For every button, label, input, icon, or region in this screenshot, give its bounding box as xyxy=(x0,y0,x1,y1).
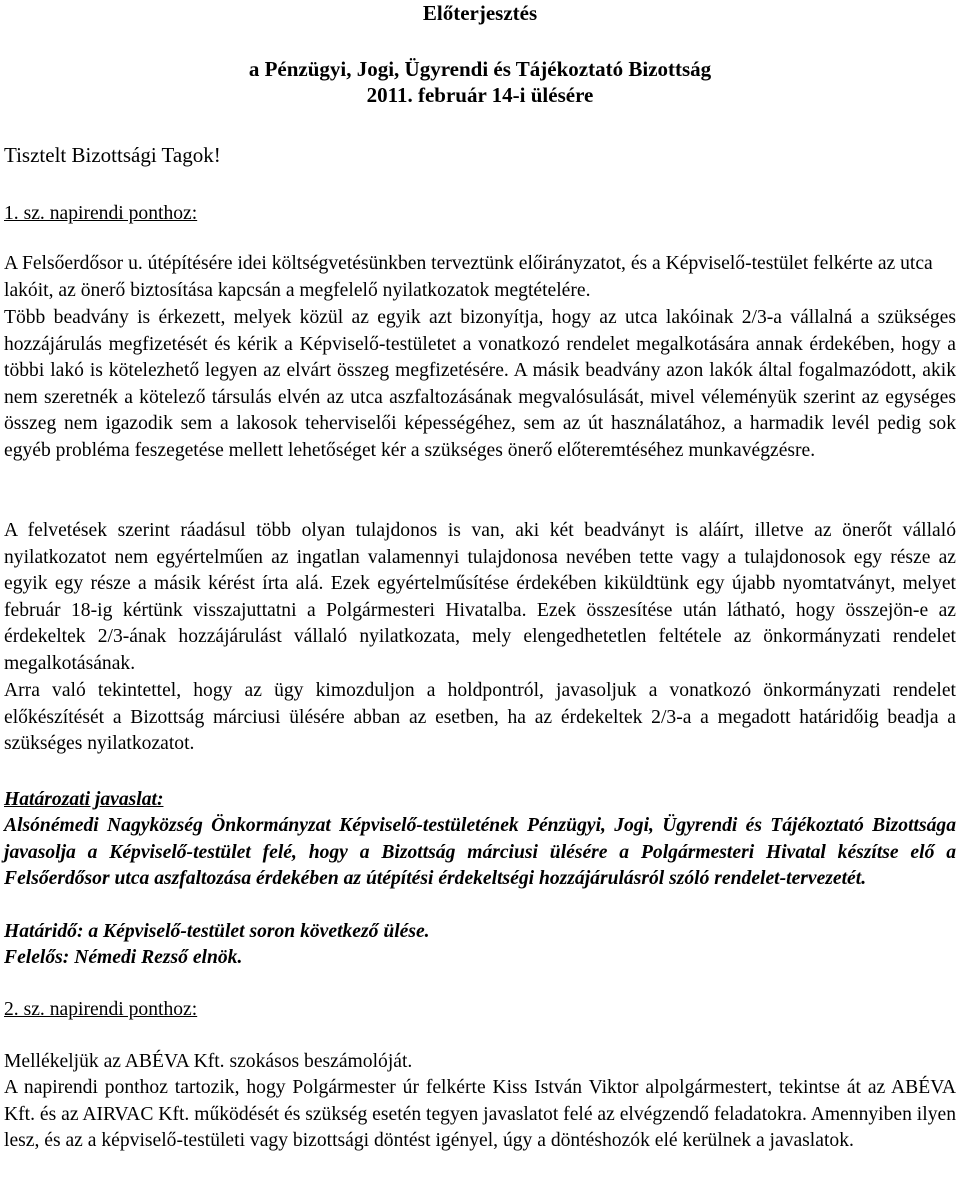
item2-intro: Mellékeljük az ABÉVA Kft. szokásos beszámolóját. xyxy=(4,1051,413,1072)
item1-paragraph-4: Arra való tekintettel, hogy az ügy kimozduljon a holdpontról, javasoljuk a vonatkozó önkormányzati rendelet előkészítését a Bizottság márciusi ülésére abban az esetben, ha az érdekeltek 2/3-a a megadott határidőig beadja a szükséges nyilatkozatot. xyxy=(4,680,956,755)
agenda-item-2-heading: 2. sz. napirendi ponthoz: xyxy=(4,999,198,1020)
agenda-item-1-heading: 1. sz. napirendi ponthoz: xyxy=(4,203,198,224)
document-title: Előterjesztés xyxy=(422,1,538,25)
item1-paragraph-1: A Felsőerdősor u. útépítésére idei költségvetésünkben terveztünk előirányzatot, és a Képviselő-testület felkérte az utca lakóit, az önerő biztosítása kapcsán a megfelelő nyilatkozatok megtételére. xyxy=(4,253,933,301)
resolution-responsible: Felelős: Némedi Rezső elnök. xyxy=(4,947,243,968)
item2-paragraph: A napirendi ponthoz tartozik, hogy Polgármester úr felkérte Kiss István Viktor alpolgármestert, tekintse át az ABÉVA Kft. és az AIRVAC Kft. működését és szükség esetén tegyen javaslatot felé az elvégzendő feladatokra. Amennyiben ilyen lesz, és az a képviselő-testületi vagy bizottsági döntést igényel, úgy a döntéshozók elé kerülnek a javaslatok. xyxy=(4,1077,956,1152)
committee-name: a Pénzügyi, Jogi, Ügyrendi és Tájékoztató Bizottság xyxy=(248,57,712,81)
meeting-date: 2011. február 14-i ülésére xyxy=(366,83,594,107)
resolution-heading: Határozati javaslat: xyxy=(4,789,164,810)
item1-paragraph-3: A felvetések szerint ráadásul több olyan tulajdonos is van, aki két beadványt is aláírt, illetve az önerőt vállaló nyilatkozatot nem egyértelműen az ingatlan valamennyi tulajdonosa nevében tette vagy a tulajdonosok egy része az egyik egy része a másik kérést írta alá. Ezek egyértelműsítése érdekében kiküldtünk egy újabb nyomtatványt, melyet február 18-ig kértünk visszajuttatni a Polgármesteri Hivatalba. Ezek összesítése után látható, hogy összejön-e az érdekeltek 2/3-ának hozzájárulást vállaló nyilatkozata, mely elengedhetetlen feltétele az önkormányzati rendelet megalkotásának. xyxy=(4,520,956,674)
item1-paragraph-2: Több beadvány is érkezett, melyek közül az egyik azt bizonyítja, hogy az utca lakóinak 2/3-a vállalná a szükséges hozzájárulás megfizetését és kérik a Képviselő-testületet a vonatkozó rendelet megalkotására annak érdekében, hogy a többi lakó is kötelezhető legyen az elvárt összeg megfizetésére. A másik beadvány azon lakók által fogalmazódott, akik nem szeretnék a kötelező társulás elvén az utca aszfaltozásának megvalósulását, mivel véleményük szerint az egységes összeg nem igazodik sem a lakosok teherviselői képességéhez, sem az út használatához, a harmadik levél pedig sok egyéb probléma feszegetése mellett lehetőséget kér a szükséges önerő előteremtéséhez munkavégzésre. xyxy=(4,307,956,461)
resolution-deadline: Határidő: a Képviselő-testület soron következő ülése. xyxy=(4,921,430,942)
greeting: Tisztelt Bizottsági Tagok! xyxy=(4,143,221,167)
resolution-text: Alsónémedi Nagyközség Önkormányzat Képviselő-testületének Pénzügyi, Jogi, Ügyrendi és Tájékoztató Bizottsága javasolja a Képviselő-testület felé, hogy a Bizottság márciusi ülésére a Polgármesteri Hivatal készítse elő a Felsőerdősor utca aszfaltozása érdekében az útépítési érdekeltségi hozzájárulásról szóló rendelet-tervezetét. xyxy=(4,815,956,890)
